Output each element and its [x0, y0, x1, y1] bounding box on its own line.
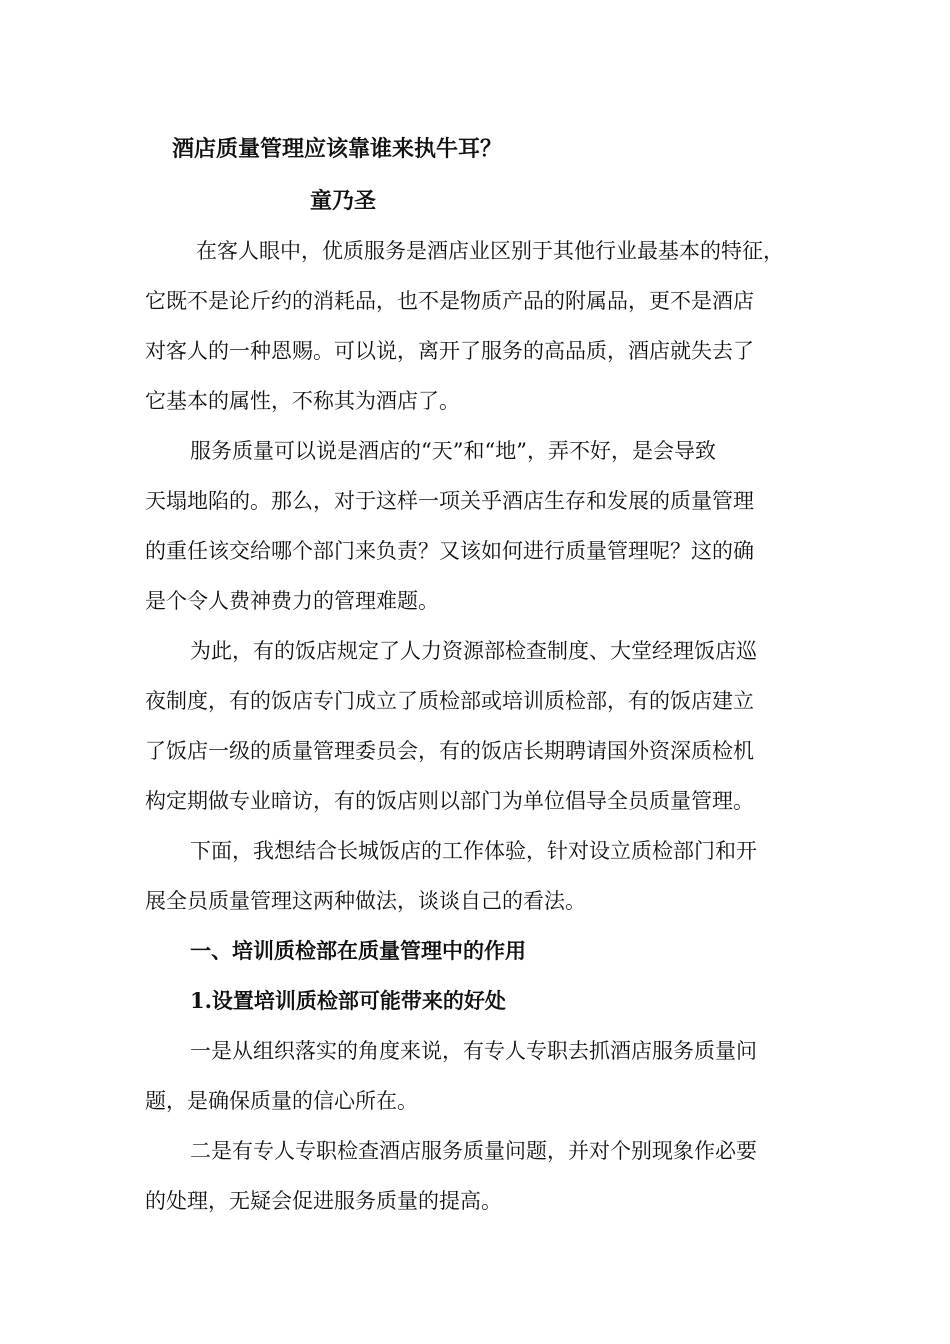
paragraph-line: 它基本的属性，不称其为酒店了。 [145, 389, 460, 413]
paragraph-line: 在客人眼中，优质服务是酒店业区别于其他行业最基本的特征， [196, 239, 784, 263]
paragraph-line: 为此，有的饭店规定了人力资源部检查制度、大堂经理饭店巡 [190, 639, 757, 663]
paragraph-line: 夜制度，有的饭店专门成立了质检部或培训质检部，有的饭店建立 [145, 689, 754, 713]
section-heading: 一、培训质检部在质量管理中的作用 [190, 938, 526, 963]
paragraph-line: 一是从组织落实的角度来说，有专人专职去抓酒店服务质量问 [190, 1039, 757, 1063]
paragraph-line: 服务质量可以说是酒店的“天”和“地”，弄不好，是会导致 [190, 439, 716, 463]
paragraph-line: 天塌地陷的。那么，对于这样一项关乎酒店生存和发展的质量管理 [145, 489, 754, 513]
document-author: 童乃圣 [310, 188, 377, 214]
paragraph-line: 二是有专人专职检查酒店服务质量问题，并对个别现象作必要 [190, 1139, 757, 1163]
subsection-heading: 1.设置培训质检部可能带来的好处 [190, 988, 506, 1013]
paragraph-line: 展全员质量管理这两种做法，谈谈自己的看法。 [145, 889, 586, 913]
paragraph-line: 构定期做专业暗访，有的饭店则以部门为单位倡导全员质量管理。 [145, 789, 754, 813]
paragraph-line: 了饭店一级的质量管理委员会，有的饭店长期聘请国外资深质检机 [145, 739, 754, 763]
document-title: 酒店质量管理应该靠谁来执牛耳？ [172, 136, 503, 162]
paragraph-line: 的处理，无疑会促进服务质量的提高。 [145, 1189, 502, 1213]
paragraph-line: 它既不是论斤约的消耗品，也不是物质产品的附属品，更不是酒店 [145, 289, 754, 313]
paragraph-line: 的重任该交给哪个部门来负责？又该如何进行质量管理呢？这的确 [145, 539, 754, 563]
paragraph-line: 是个令人费神费力的管理难题。 [145, 589, 439, 613]
paragraph-line: 对客人的一种恩赐。可以说，离开了服务的高品质，酒店就失去了 [145, 339, 754, 363]
paragraph-line: 下面，我想结合长城饭店的工作体验，针对设立质检部门和开 [190, 839, 757, 863]
paragraph-line: 题，是确保质量的信心所在。 [145, 1089, 418, 1113]
